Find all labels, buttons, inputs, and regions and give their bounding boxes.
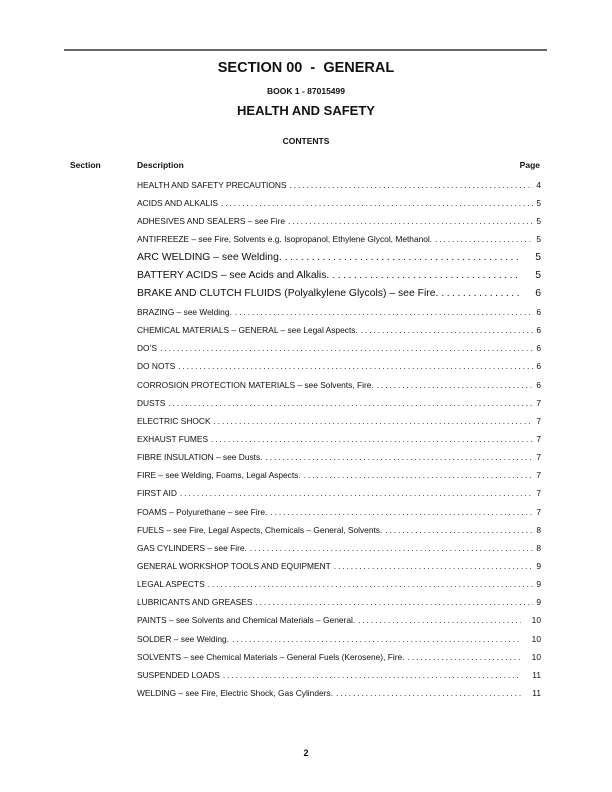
toc-entry-description: LUBRICANTS AND GREASES	[137, 597, 253, 608]
toc-entry-description: EXHAUST FUMES	[137, 433, 209, 444]
dot-leader	[290, 176, 533, 194]
dot-leader	[441, 285, 521, 303]
toc-entry-page: 7	[536, 488, 541, 499]
dot-leader	[208, 575, 533, 593]
dot-leader	[221, 194, 533, 212]
toc-entry[interactable]	[137, 557, 541, 575]
toc-entry-page: 10	[531, 651, 541, 662]
toc-entry-page: 9	[536, 579, 541, 590]
toc-entry[interactable]	[137, 285, 541, 303]
toc-entry-page: 6	[536, 325, 541, 336]
toc-entry-description: ADHESIVES AND SEALERS – see Fire	[137, 216, 286, 227]
toc-entry-description: FIRE – see Welding, Foams, Legal Aspects.	[137, 470, 301, 481]
toc-entry[interactable]	[137, 666, 541, 684]
toc-entry[interactable]	[137, 539, 541, 557]
dot-leader	[250, 539, 533, 557]
toc-entry[interactable]	[137, 249, 541, 267]
toc-entry-page: 7	[536, 452, 541, 463]
toc-entry-description: FOAMS – Polyurethane – see Fire.	[137, 506, 268, 517]
toc-entry-description: ARC WELDING – see Welding.	[137, 251, 282, 263]
toc-entry-page: 6	[536, 361, 541, 372]
toc-entry[interactable]	[137, 394, 541, 412]
section-title: SECTION 00 - GENERAL	[217, 60, 395, 76]
toc-entry-page: 5	[536, 234, 541, 245]
toc-entry-description: HEALTH AND SAFETY PRECAUTIONS	[137, 180, 287, 190]
dot-leader	[407, 648, 521, 666]
dot-leader	[304, 466, 533, 484]
toc-entry-page: 11	[532, 687, 541, 698]
toc-entry[interactable]	[137, 611, 541, 629]
toc-entry[interactable]	[137, 267, 541, 285]
toc-entry-page: 4	[536, 180, 541, 190]
toc-entry[interactable]	[137, 684, 541, 702]
book-number: BOOK 1 - 87015499	[267, 86, 345, 96]
toc-entry-page: 8	[536, 524, 541, 535]
toc-entry-page: 9	[536, 560, 541, 571]
dot-leader	[270, 503, 533, 521]
toc-entry-page: 7	[536, 397, 541, 408]
dot-leader	[358, 611, 521, 629]
dot-leader	[385, 521, 533, 539]
toc-entry-description: ELECTRIC SHOCK	[137, 415, 211, 426]
page-title: HEALTH AND SAFETY	[237, 103, 375, 118]
toc-entry-page: 11	[532, 669, 541, 680]
toc-entry[interactable]	[137, 484, 541, 502]
toc-entry[interactable]	[137, 630, 541, 648]
toc-entry-description: SUSPENDED LOADS	[137, 669, 220, 680]
toc-entry[interactable]	[137, 376, 541, 394]
toc-entry-description: DO NOTS	[137, 361, 176, 372]
toc-entry[interactable]	[137, 521, 541, 539]
dot-leader	[223, 666, 521, 684]
dot-leader	[361, 321, 533, 339]
toc-entry[interactable]	[137, 648, 541, 666]
column-header-section: Section	[70, 160, 101, 170]
dot-leader	[334, 557, 533, 575]
toc-entry-page: 6	[535, 287, 541, 299]
dot-leader	[288, 212, 533, 230]
toc-entry-description: SOLDER – see Welding.	[137, 633, 230, 644]
toc-entry-description: ACIDS AND ALKALIS	[137, 198, 218, 209]
dot-leader	[232, 630, 521, 648]
dot-leader	[255, 593, 533, 611]
toc-entry-page: 8	[536, 542, 541, 553]
dot-leader	[211, 430, 533, 448]
toc-entry[interactable]	[137, 412, 541, 430]
toc-entry-description: BRAKE AND CLUTCH FLUIDS (Polyalkylene Glycols) – see Fire.	[137, 287, 439, 299]
toc-entry-page: 6	[536, 343, 541, 354]
toc-entry[interactable]	[137, 575, 541, 593]
dot-leader	[178, 357, 533, 375]
toc-entry-page: 7	[536, 470, 541, 481]
column-header-page: Page	[519, 160, 540, 170]
toc-entry-page: 5	[536, 216, 541, 227]
toc-entry-page: 6	[536, 379, 541, 390]
dot-leader	[168, 394, 533, 412]
toc-entry[interactable]	[137, 448, 541, 466]
toc-entry-page: 7	[536, 433, 541, 444]
dot-leader	[435, 230, 533, 248]
page-number: 2	[303, 748, 309, 758]
toc-entry[interactable]	[137, 194, 541, 212]
toc-entry[interactable]	[137, 593, 541, 611]
dot-leader	[235, 303, 533, 321]
toc-entry[interactable]	[137, 303, 541, 321]
toc-entry-description: WELDING – see Fire, Electric Shock, Gas Cylinders.	[137, 687, 333, 698]
toc-entry-page: 5	[535, 269, 541, 281]
dot-leader	[214, 412, 533, 430]
toc-entry[interactable]	[137, 230, 541, 248]
toc-entry-page: 10	[531, 615, 541, 626]
column-header-description: Description	[137, 160, 184, 170]
table-of-contents	[137, 176, 541, 702]
dot-leader	[160, 339, 533, 357]
toc-entry-page: 6	[536, 306, 541, 317]
contents-heading: CONTENTS	[282, 136, 330, 146]
toc-entry-description: SOLVENTS – see Chemical Materials – General Fuels (Kerosene), Fire.	[137, 651, 405, 662]
toc-entry-page: 7	[536, 506, 541, 517]
dot-leader	[332, 267, 521, 285]
toc-entry-page: 5	[535, 251, 541, 263]
toc-entry-description: GENERAL WORKSHOP TOOLS AND EQUIPMENT	[137, 560, 331, 571]
dot-leader	[180, 484, 533, 502]
toc-entry-description: PAINTS – see Solvents and Chemical Materials – General.	[137, 615, 356, 626]
toc-entry[interactable]	[137, 503, 541, 521]
toc-entry[interactable]	[137, 357, 541, 375]
toc-entry-page: 10	[531, 633, 541, 644]
toc-entry[interactable]	[137, 176, 541, 194]
toc-entry-description: FIBRE INSULATION – see Dusts.	[137, 452, 263, 463]
toc-entry-description: CORROSION PROTECTION MATERIALS – see Solvents, Fire.	[137, 379, 374, 390]
toc-entry-description: FUELS – see Fire, Legal Aspects, Chemicals – General, Solvents.	[137, 524, 383, 535]
toc-entry-description: ANTIFREEZE – see Fire, Solvents e.g. Isopropanol, Ethylene Glycol, Methanol.	[137, 234, 433, 245]
dot-leader	[266, 448, 533, 466]
toc-entry-description: DO’S	[137, 343, 158, 354]
toc-entry-page: 7	[536, 415, 541, 426]
dot-leader	[336, 684, 521, 702]
dot-leader	[285, 249, 521, 267]
toc-entry[interactable]	[137, 212, 541, 230]
dot-leader	[377, 376, 533, 394]
toc-entry-description: BRAZING – see Welding.	[137, 306, 232, 317]
toc-entry-page: 5	[536, 198, 541, 209]
toc-entry-description: LEGAL ASPECTS	[137, 579, 205, 590]
toc-entry[interactable]	[137, 466, 541, 484]
toc-entry[interactable]	[137, 321, 541, 339]
toc-entry-page: 9	[536, 597, 541, 608]
toc-entry-description: GAS CYLINDERS – see Fire.	[137, 542, 247, 553]
toc-entry-description: DUSTS	[137, 397, 166, 408]
toc-entry-description: FIRST AID	[137, 488, 177, 499]
toc-entry[interactable]	[137, 430, 541, 448]
toc-entry-description: CHEMICAL MATERIALS – GENERAL – see Legal Aspects.	[137, 325, 358, 336]
top-rule	[64, 49, 547, 51]
toc-entry-description: BATTERY ACIDS – see Acids and Alkalis.	[137, 269, 330, 281]
toc-entry[interactable]	[137, 339, 541, 357]
